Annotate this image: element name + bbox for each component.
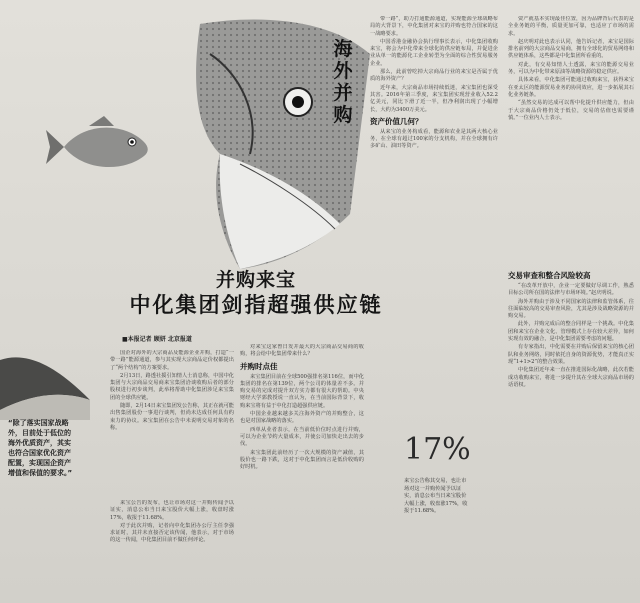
headline: [96, 268, 416, 319]
byline: ■本报记者 顾妍 北京报道: [122, 336, 192, 343]
paragraph: 中国企业越来越多关注海外资产的并购整合，这也是对国家战略的落实。: [240, 411, 364, 425]
paragraph: 对此，有交易知情人士透露，来宝的能源交易业务，可以为中化带来原油等战略资源的稳定供应。: [508, 61, 634, 76]
big-stat-note: 来宝公告称其交易，也让市场对这一并购传闻予以证实，消息公布当日来宝股价大幅上涨，收盘涨17%，收报于11.68%。: [404, 478, 468, 514]
paragraph: 国企对海外的大宗商品及能源企业并购，打造“一带一路”能源通道，参与其实现大宗商品定价权都提出了“两个结构”的方案要求。: [110, 350, 234, 371]
column-left-top: [110, 350, 234, 460]
small-fish-illustration: [44, 112, 164, 182]
section-heading-risk: 交易审查和整合风险较高: [508, 271, 591, 280]
paragraph: 那么，此前曾吃掉大宗商品行业的来宝是否属于优质的海外资产？: [370, 69, 498, 83]
paragraph: 近年来，大宗商品市场持续低迷，来宝集团也深受其害。2016年第三季度，来宝集团实现营业收入52.2亿美元，同比下滑了近一半，但净利润出现了小幅增长，大约为3400万美元。: [370, 84, 498, 113]
paragraph: 西单从业者表示，在当前低价位时点进行并购，可以为企业节约大量成本，并使公司加快走出去的步伐。: [240, 426, 364, 448]
paragraph: “虽然交易的达成可以帮中化提升供应能力，但由于大宗商品价格仍处于低位，交易的估值也需要谨慎。”一位业内人士表示。: [508, 100, 634, 121]
column-right-bottom: [508, 268, 634, 600]
paragraph: 赵庆明对此也表示认同，他告诉记者，来宝是国际排名前列的大宗商品交易商，拥有全球化的贸易网络和供应链体系，这些都是中化集团所看重的。: [508, 38, 634, 60]
wave-illustration: [0, 350, 95, 420]
paragraph: 对于此次并购，记者向中化集团办公厅主任李强求证时，其并未直接否定该传闻，他表示，对于市场的这一传闻，中化集团目前不做任何评论。: [110, 522, 234, 544]
paragraph: “在改革开放中，企业一定要做好尽调工作，熟悉目标公司所在国的法律与市场环境。”赵庆明说。: [508, 283, 634, 297]
column-right-top: [508, 16, 634, 268]
paragraph: 此外，并购完成后的整合同样是一个挑战。中化集团和来宝在企业文化、管理模式上存在较大差异，如何实现有效的融合，是中化集团需要考虑的问题。: [508, 321, 634, 343]
column-middle: [240, 344, 364, 600]
paragraph: 随即，2月14日来宝集团发公告称，其正在就可能出售集团股份一事进行谈判，但尚未达成任何具有约束力的协议。来宝集团在公告中未说明交易对象的名称。: [110, 403, 234, 431]
paragraph: 中化集团近年来一直在推进国际化战略，此次若能成功收购来宝，将进一步提升其在全球大宗商品市场的话语权。: [508, 367, 634, 388]
paragraph: 来宝公告的发布，也让市场对这一并购传闻予以证实，消息公布当日来宝股价大幅上涨，收盘时涨17%，收报于11.68%。: [110, 500, 234, 521]
section-heading-timing: 并购时点佳: [240, 361, 278, 371]
headline-line-2: 中化集团剑指超强供应链: [129, 293, 383, 317]
paragraph: 从来宝的业务构成看，能源和农业是其两大核心业务，在全球有超过100家的分支机构，并在全球拥有许多矿山、油田等资产。: [370, 128, 498, 150]
paragraph: 对来宝这家曾日发并最大的大宗商品交易商的收购，将会给中化集团带来什么？: [240, 344, 364, 358]
headline-line-1: 并购来宝: [215, 269, 296, 291]
column-middle-right: [370, 16, 498, 428]
paragraph: 2月13日，路透社援引知情人士消息称，中国中化集团与大宗商品交易商来宝集团洽谈收购后者的部分股权进行初步谈判，此举将帮助中化集团涉足来宝集团的全球供应链。: [110, 372, 234, 401]
pull-quote: “除了落实国家战略外，目前处于低位的海外优质资产，其实也符合国家优化资产配置，实现国企资产增值和保值的要求。”: [8, 419, 73, 477]
paragraph: 资产就基本实现最佳位置，因为品牌背后代表的是全业务链的平衡，质量更加可靠，也适应了市场的需求。: [508, 16, 634, 37]
paragraph: 来宝集团此前经历了一次大规模的资产减值，其股价也一路下跌，这对于中化集团而言是低价收购的好时机。: [240, 449, 364, 471]
column-left-bottom: [110, 500, 234, 600]
vertical-section-title: 海外并购: [333, 38, 353, 126]
big-stat-value: 17%: [404, 432, 471, 467]
section-heading-asset-value: 资产价值几何？: [370, 116, 423, 126]
paragraph: 具体来看，中化集团可能通过收购来宝，获得来宝在亚太区的能源贸易业务的协同效应，进一步拓展其石化业务链条。: [508, 77, 634, 98]
paragraph: 有专家指出，中化需要在并购后保留来宝的核心团队和业务网络，同时依托自身的资源优势，才能真正实现“1+1>2”的整合效果。: [508, 344, 634, 365]
paragraph: 带一路”，助力打通能源通道，实现能源全球战略布局的大背景下，中化集团对来宝的并购也符合国家的这一战略要求。: [370, 16, 498, 37]
paragraph: 来宝集团目前在全球500强排名第116位，而中化集团的排名在第139位，两个公司的体量差不多。并购交易的完成对提升双方实力都有很大的帮助。中央财经大学郭教授说一直认为，在当前国际背景下，收购来宝将有益于中化打造超强供应链。: [240, 373, 364, 409]
paragraph: 海外并购由于涉及不同国家的法律和监管体系，往往面临较高的交易审查风险，尤其是涉及战略资源的并购交易。: [508, 298, 634, 320]
paragraph: 中国香港金融协会执行理事长表示，中化集团收购来宝，将会为中化带来全球化的供应链布局，并促进企业从单一的能源化工企业转型为全面的综合性贸易服务企业。: [370, 38, 498, 67]
